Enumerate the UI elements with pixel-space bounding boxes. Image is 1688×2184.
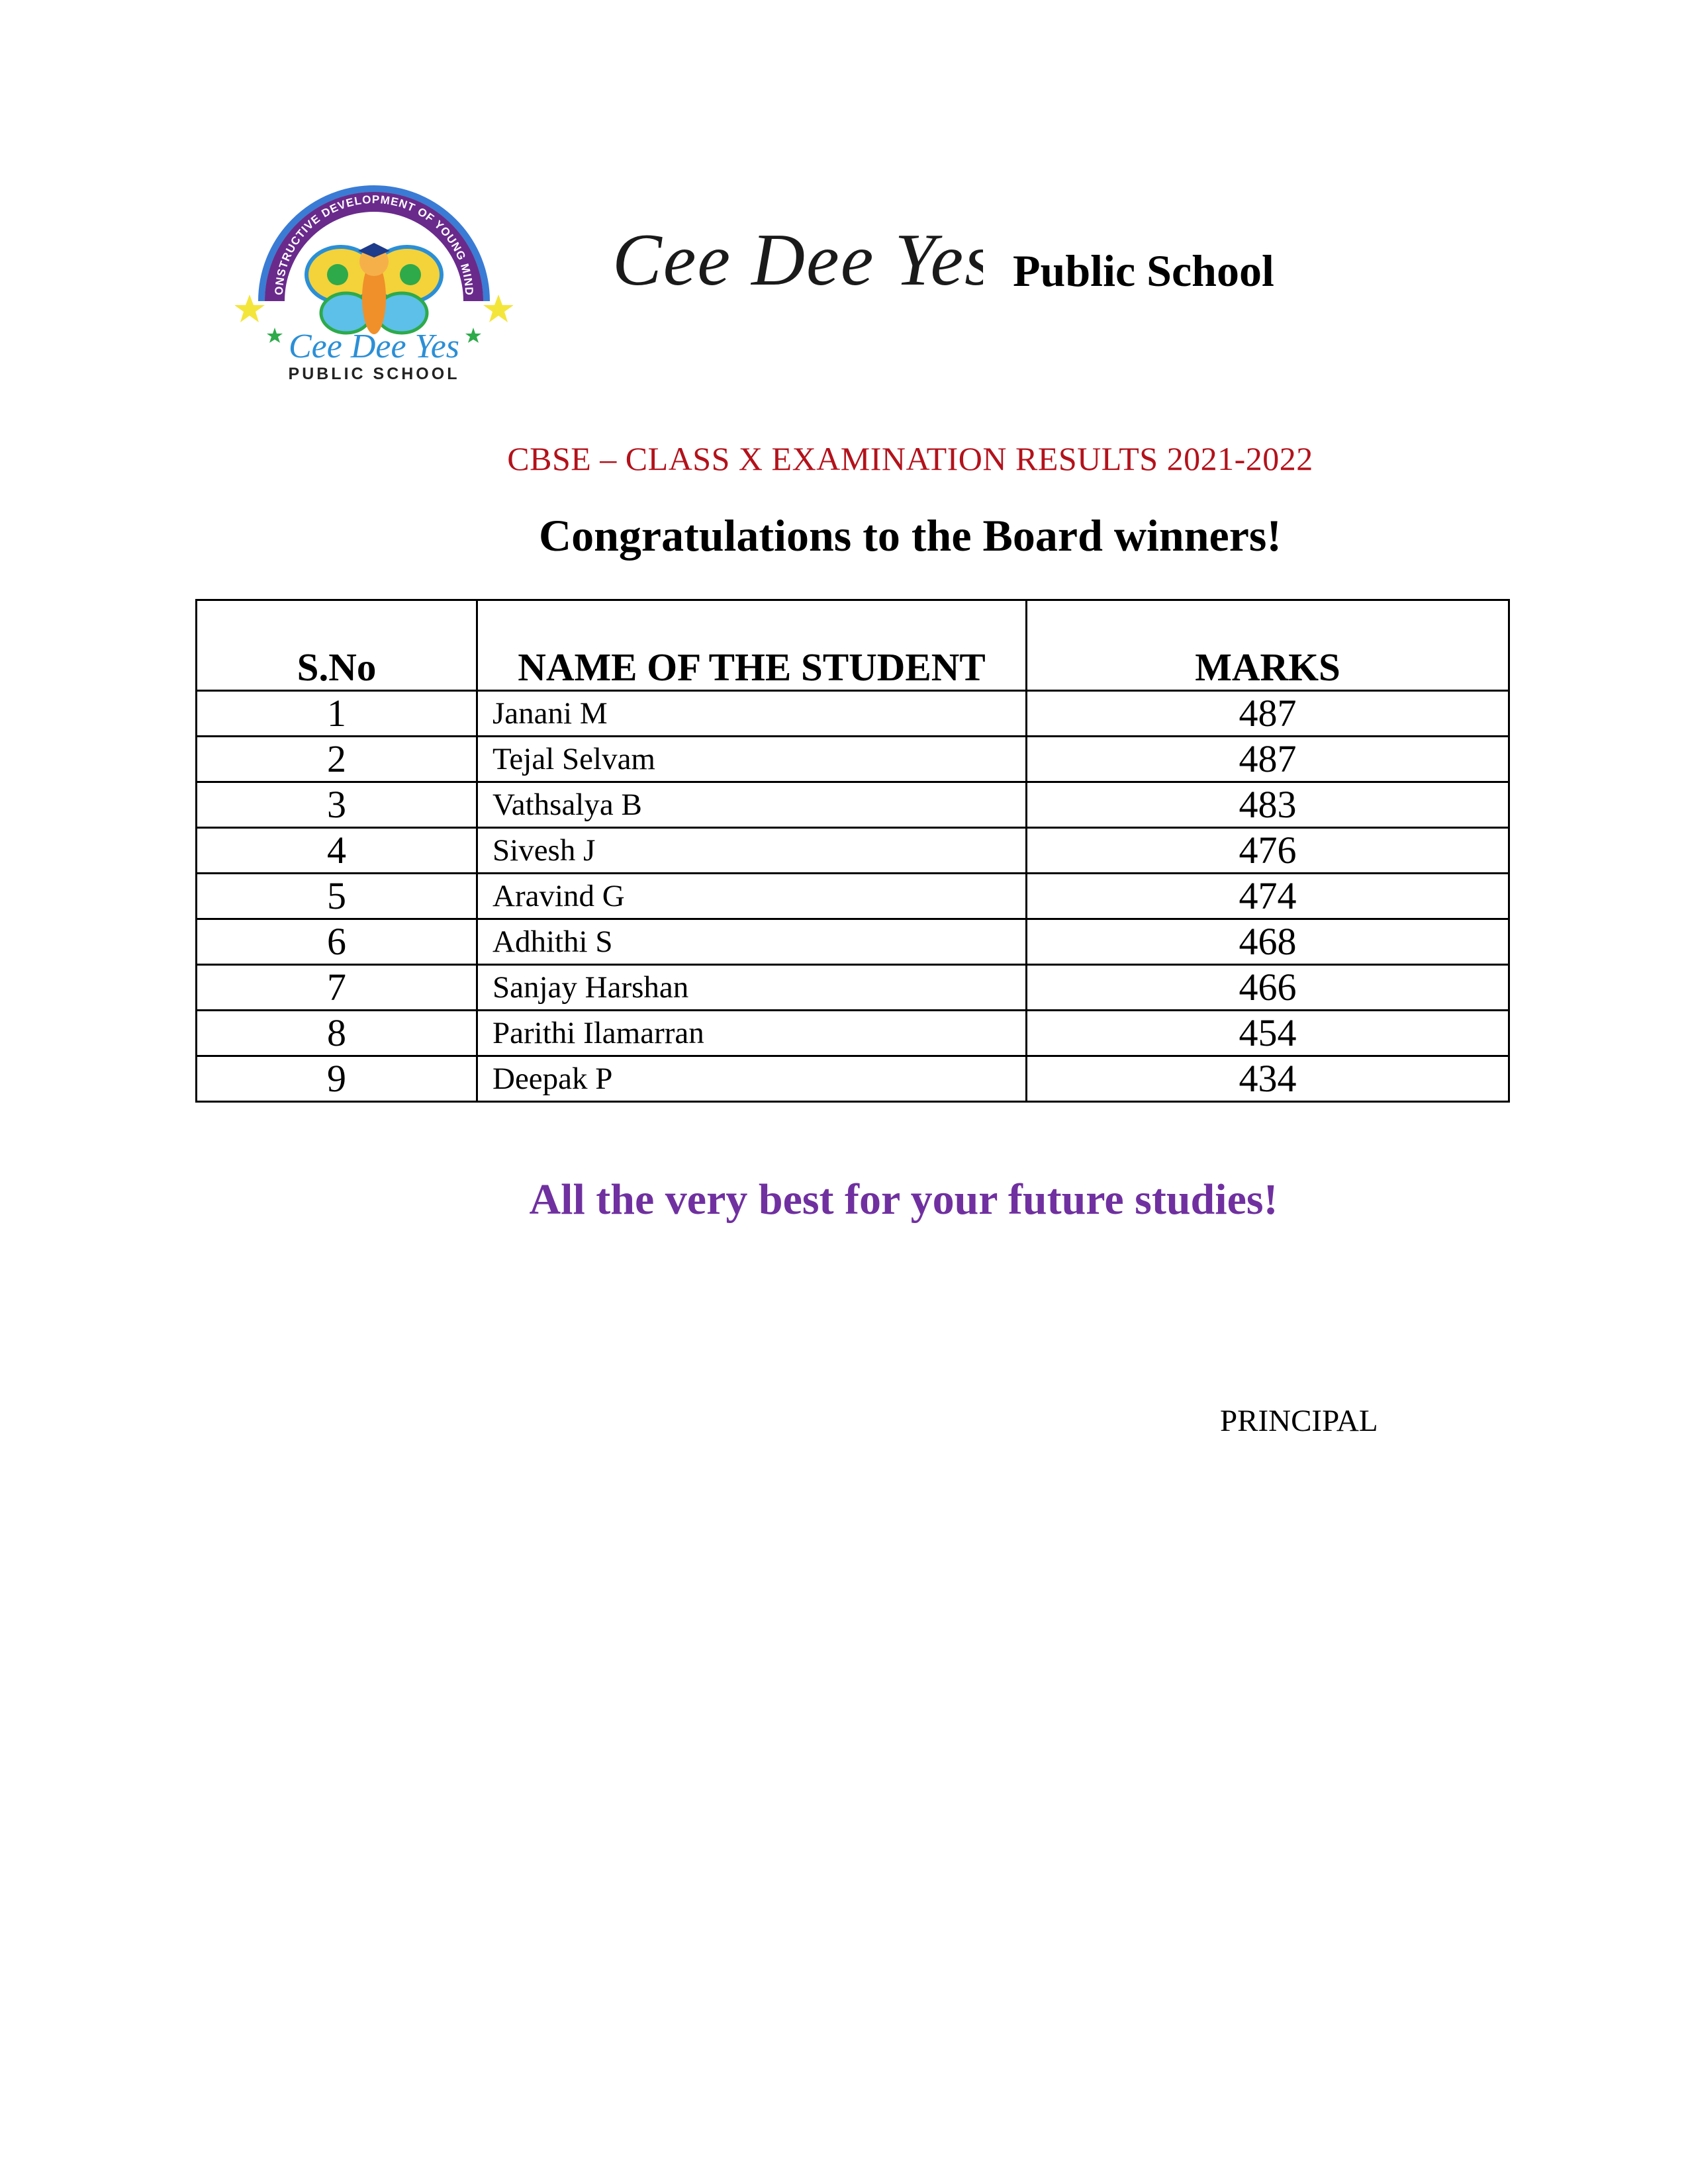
cell-name: Tejal Selvam	[477, 737, 1027, 782]
cell-sno: 2	[197, 737, 477, 782]
cell-sno: 6	[197, 919, 477, 965]
cell-name: Deepak P	[477, 1056, 1027, 1102]
cell-sno: 7	[197, 965, 477, 1011]
cell-sno: 5	[197, 874, 477, 919]
cell-sno: 1	[197, 691, 477, 737]
cell-sno: 3	[197, 782, 477, 828]
exam-title: CBSE – CLASS X EXAMINATION RESULTS 2021-2022	[507, 440, 1313, 477]
cell-marks: 468	[1027, 919, 1509, 965]
school-name-suffix: Public School	[1013, 246, 1274, 296]
cell-marks: 483	[1027, 782, 1509, 828]
table-header-row	[197, 600, 1509, 691]
logo-arc-text: ONSTRUCTIVE DEVELOPMENT OF YOUNG MIND	[272, 193, 476, 296]
logo-subtitle: PUBLIC SCHOOL	[288, 365, 460, 381]
congratulations-heading: Congratulations to the Board winners!	[538, 510, 1282, 561]
cell-name: Vathsalya B	[477, 782, 1027, 828]
logo-brand: Cee Dee Yes	[288, 328, 460, 365]
table-row	[197, 874, 1509, 919]
table-row	[197, 1056, 1509, 1102]
table-row	[197, 828, 1509, 874]
cell-name: Aravind G	[477, 874, 1027, 919]
table-row	[197, 691, 1509, 737]
cell-name: Parithi Ilamarran	[477, 1011, 1027, 1056]
header-sno: S.No	[197, 600, 477, 691]
cell-marks: 434	[1027, 1056, 1509, 1102]
cell-name: Sanjay Harshan	[477, 965, 1027, 1011]
table-row	[197, 965, 1509, 1011]
principal-signature-label: PRINCIPAL	[1220, 1404, 1378, 1438]
school-logo	[235, 169, 513, 381]
cell-marks: 474	[1027, 874, 1509, 919]
table-row	[197, 1011, 1509, 1056]
header-student-name: NAME OF THE STUDENT	[477, 600, 1027, 691]
cell-sno: 4	[197, 828, 477, 874]
header-marks: MARKS	[1027, 600, 1509, 691]
cell-sno: 8	[197, 1011, 477, 1056]
brand-script-text: Cee Dee Yes	[612, 219, 983, 301]
table-row	[197, 782, 1509, 828]
cell-name: Sivesh J	[477, 828, 1027, 874]
cell-marks: 487	[1027, 737, 1509, 782]
cell-marks: 454	[1027, 1011, 1509, 1056]
cell-name: Adhithi S	[477, 919, 1027, 965]
cell-marks: 487	[1027, 691, 1509, 737]
school-brand-script	[612, 218, 983, 318]
cell-marks: 476	[1027, 828, 1509, 874]
results-table	[195, 599, 1510, 1103]
cell-marks: 466	[1027, 965, 1509, 1011]
best-wishes-message: All the very best for your future studies!	[529, 1175, 1278, 1224]
table-row	[197, 737, 1509, 782]
cell-sno: 9	[197, 1056, 477, 1102]
cell-name: Janani M	[477, 691, 1027, 737]
table-row	[197, 919, 1509, 965]
butterfly-mascot-icon	[306, 243, 442, 334]
